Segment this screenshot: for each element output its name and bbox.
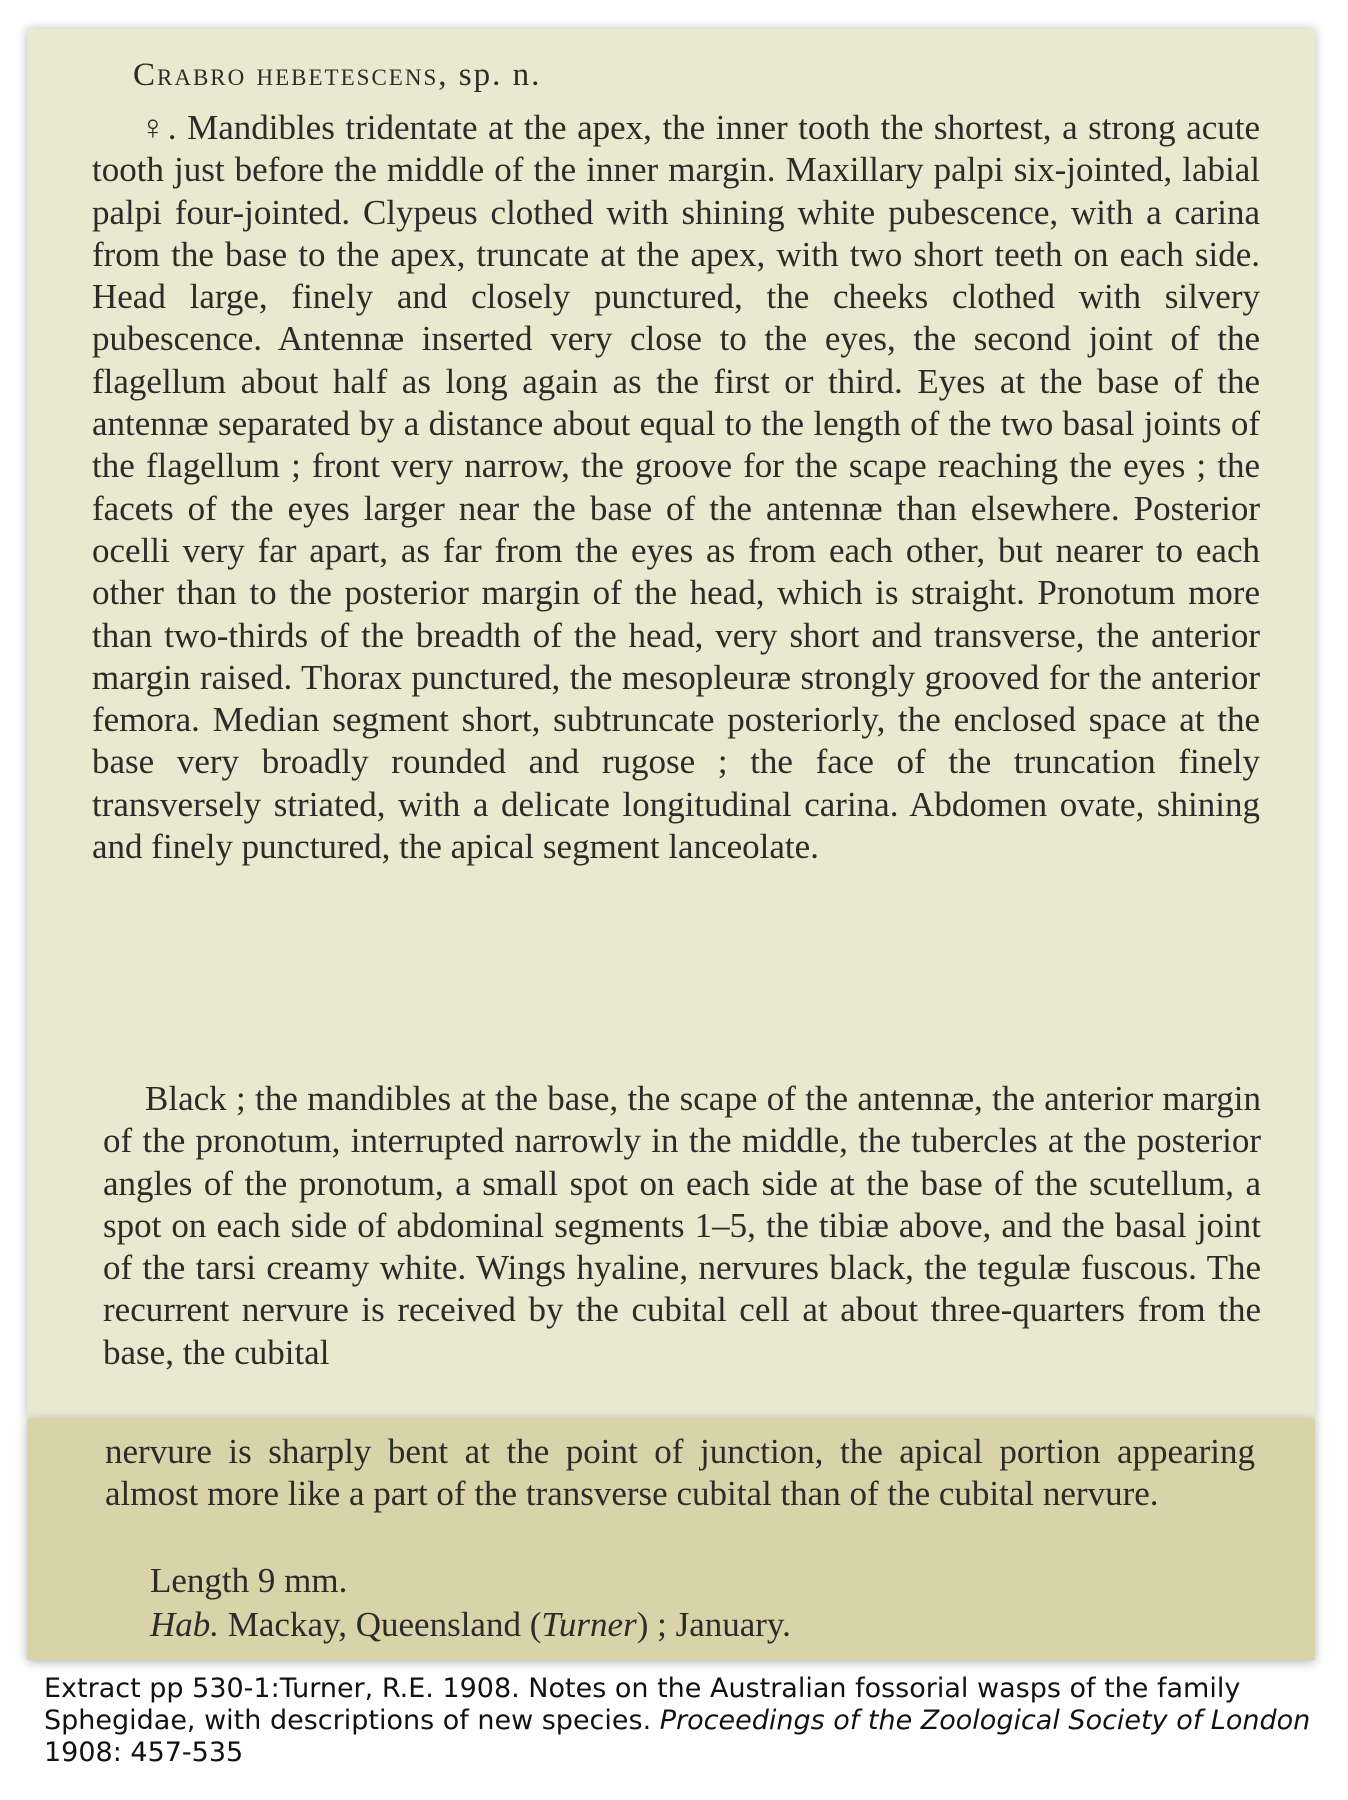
species-status: , sp. n.	[438, 57, 542, 93]
habitat-locality: Mackay, Queensland (	[219, 1605, 542, 1644]
collector-name: Turner	[541, 1605, 637, 1644]
citation-caption	[44, 1673, 1314, 1769]
habitat-line	[150, 1605, 791, 1645]
coloration-paragraph	[103, 1078, 1261, 1374]
citation-pages: 1908: 457-535	[44, 1737, 244, 1768]
scanned-page-lower	[27, 1419, 1315, 1660]
citation-text: Extract pp 530-1:Turner, R.E. 1908. Notes on the Australian fossorial wasps of the family Sphegidae, with descriptions of new species.	[44, 1673, 1241, 1736]
species-heading	[133, 57, 541, 94]
habitat-label: Hab.	[150, 1605, 220, 1644]
length-line: Length 9 mm.	[150, 1561, 348, 1600]
habitat-date: ) ; January.	[636, 1605, 791, 1644]
scanned-page-upper	[27, 29, 1315, 1419]
journal-title: Proceedings of the Zoological Society of London	[659, 1705, 1311, 1736]
description-paragraph	[92, 107, 1260, 868]
description-text: ♀. Mandibles tridentate at the apex, the inner tooth the shortest, a strong acute tooth just before the middle of the inner margin. Maxillary palpi six-jointed, labial palpi four-jointed. Clypeus clothed with shining white pubescence, with a carina from the base to the apex, truncate at the apex, with two short teeth on each side. Head large, finely and closely punctured, the cheeks clothed with silvery pubescence. Antennæ inserted very close to the eyes, the second joint of the flagellum about half as long again as the first or third. Eyes at the base of the antennæ separated by a distance about equal to the length of the two basal joints of the flagellum ; front very narrow, the groove for the scape reaching the eyes ; the facets of the eyes larger near the base of the antennæ than elsewhere. Posterior ocelli very far apart, as far from the eyes as from each other, but nearer to each other than to the posterior margin of the head, which is straight. Pronotum more than two-thirds of the breadth of the head, very short and transverse, the anterior margin raised. Thorax punctured, the mesopleuræ strongly grooved for the anterior femora. Median segment short, subtruncate posteriorly, the enclosed space at the base very broadly rounded and rugose ; the face of the truncation finely transversely striated, with a delicate longitudinal carina. Abdomen ovate, shining and finely punctured, the apical segment lanceolate.	[92, 108, 1260, 867]
species-name: Crabro hebetescens	[133, 57, 439, 93]
coloration-text: Black ; the mandibles at the base, the scape of the antennæ, the anterior margin of the pronotum, interrupted narrowly in the middle, the tubercles at the posterior angles of the pronotum, a small spot on each side at the base of the scutellum, a spot on each side of abdominal segments 1–5, the tibiæ above, and the basal joint of the tarsi creamy white. Wings hyaline, nervures black, the tegulæ fuscous. The recurrent nervure is received by the cubital cell at about three-quarters from the base, the cubital	[103, 1079, 1261, 1372]
nervure-paragraph: nervure is sharply bent at the point of junction, the apical portion appearing almost more like a part of the transverse cubital than of the cubital nervure.	[105, 1432, 1255, 1513]
